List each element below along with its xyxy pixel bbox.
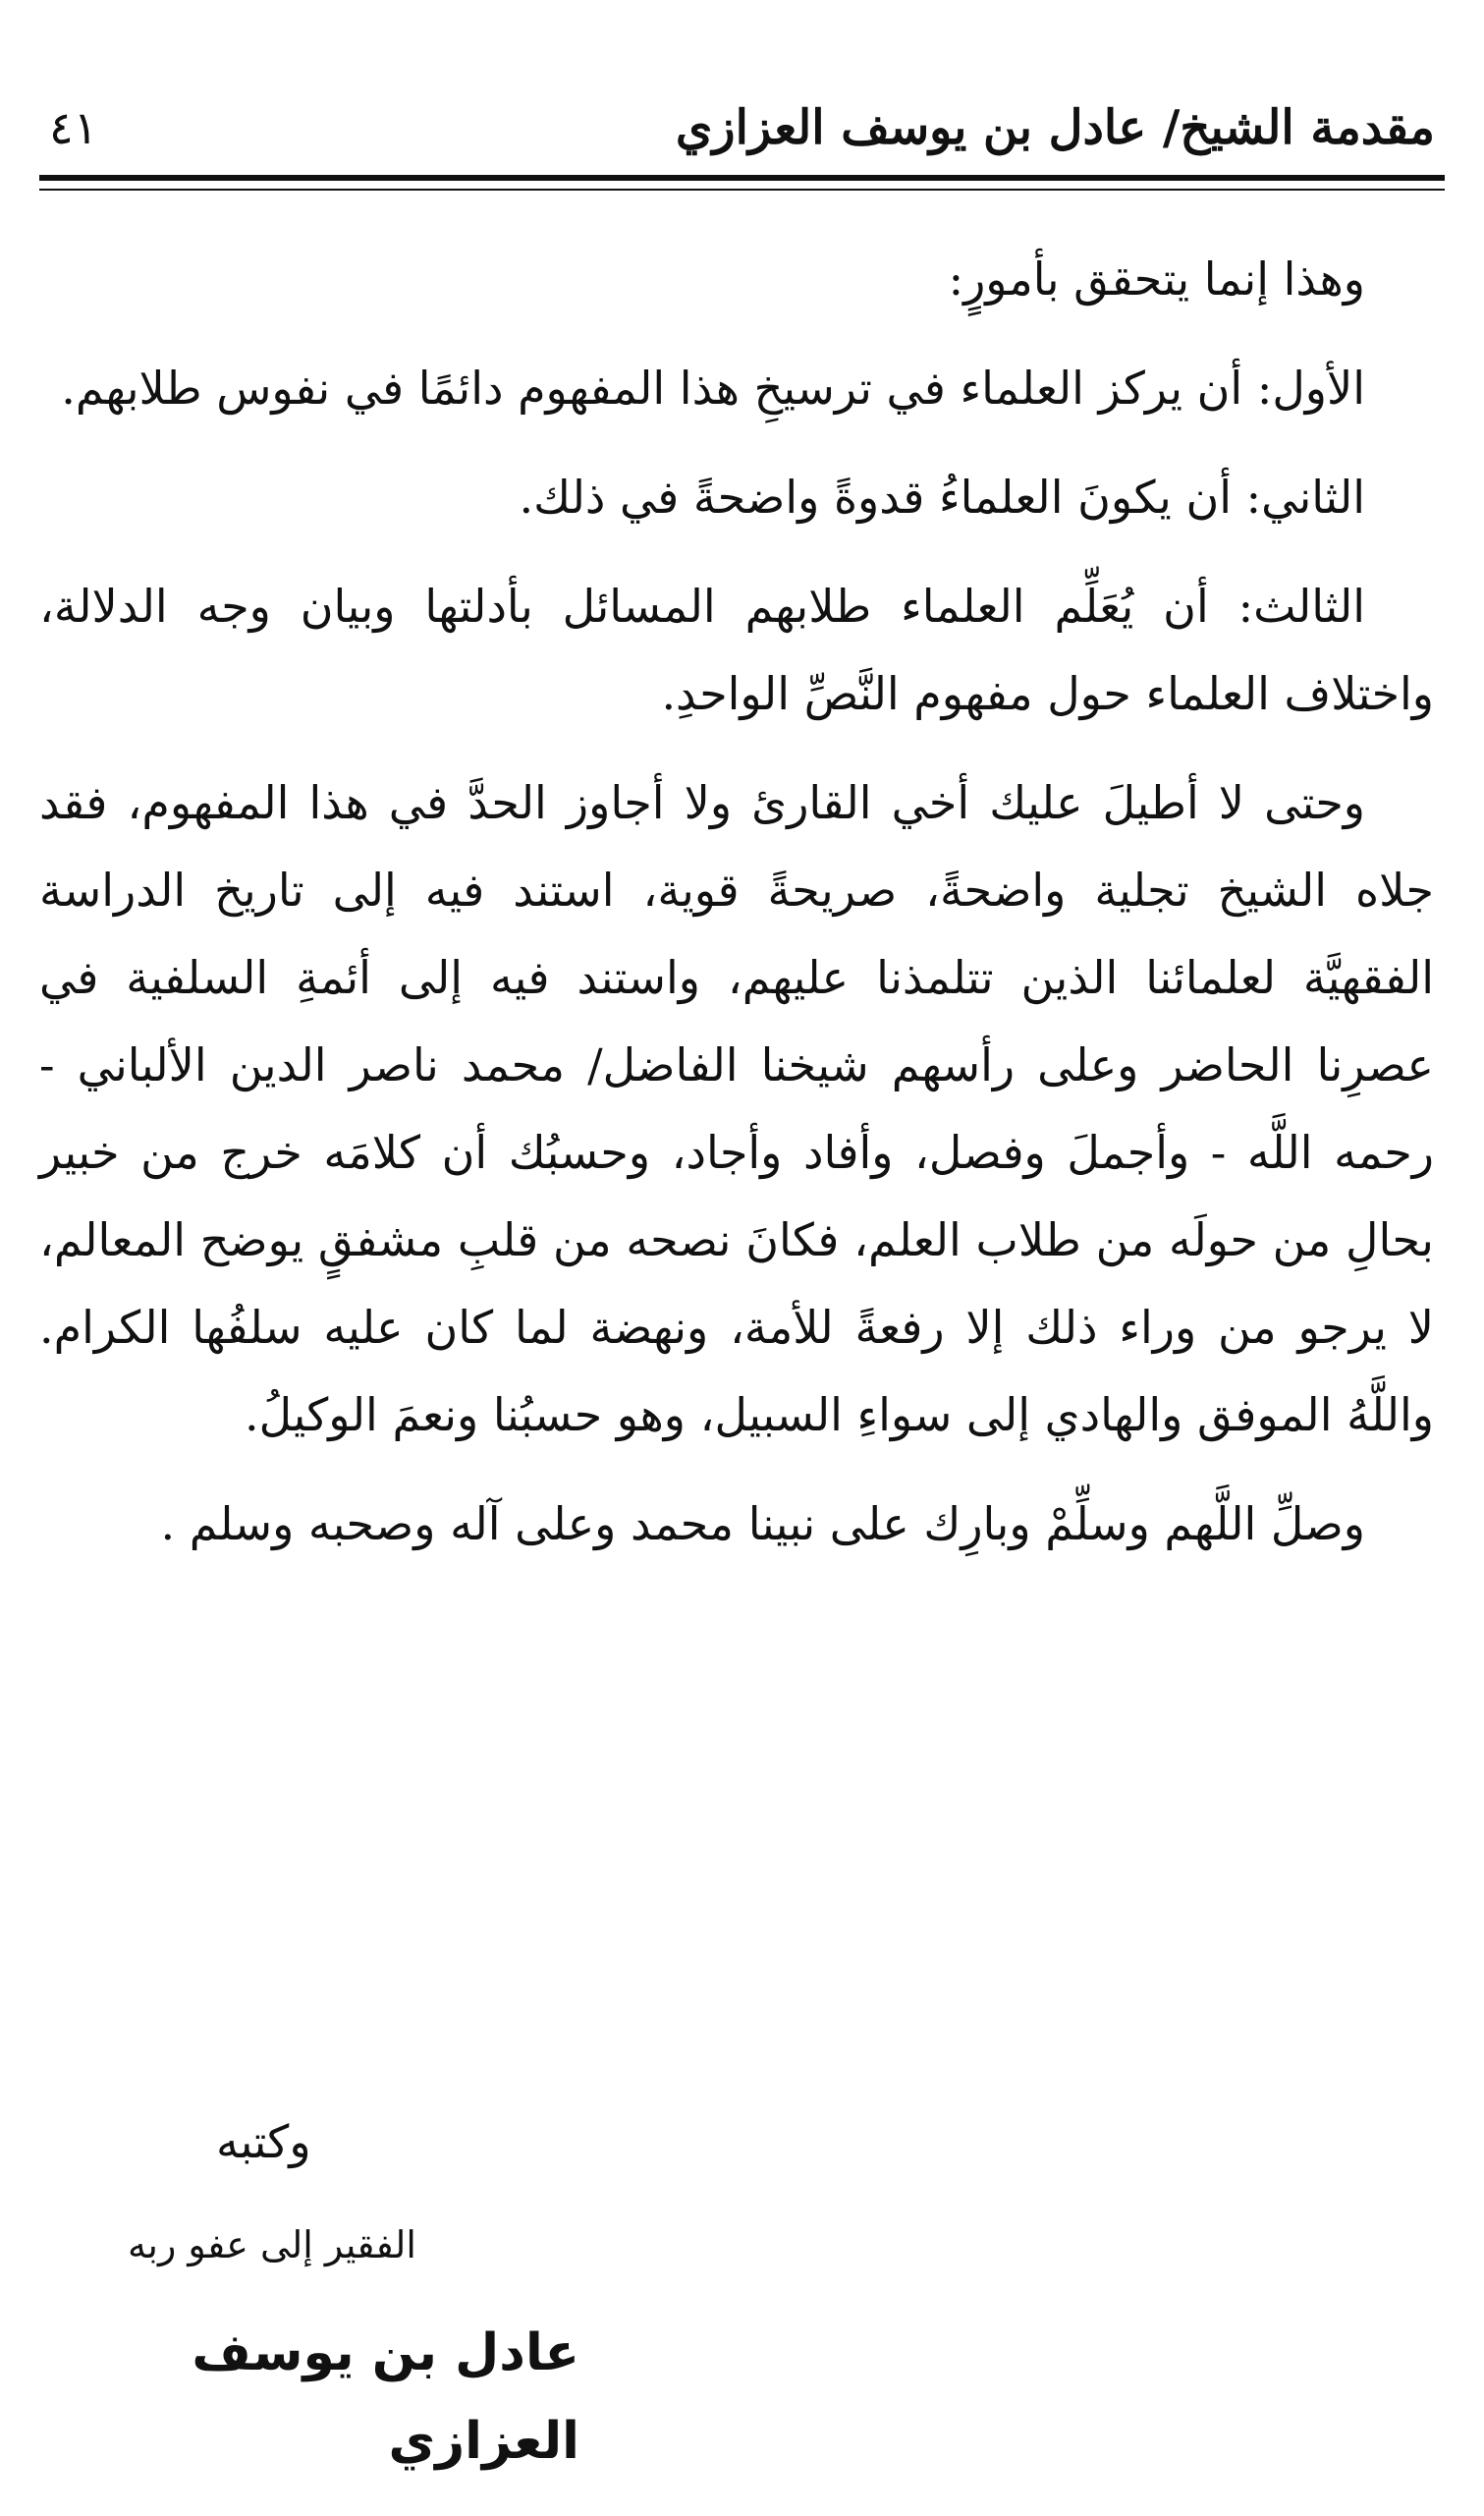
paragraph-main: وحتى لا أطيلَ عليك أخي القارئ ولا أجاوز الحدَّ في هذا المفهوم، فقد جلاه الشيخ تجلية واضحةً، صريحةً قوية، استند فيه إلى تاريخ الدراسة الفقهيَّة لعلمائنا الذين تتلمذنا عليهم، واستند فيه إلى أئمةِ السلفية في عصرِنا الحاضر وعلى رأسهم شيخنا الفاضل/ محمد ناصر الدين الألباني - رحمه اللَّه - وأجملَ وفصل، وأفاد وأجاد، وحسبُك أن كلامَه خرج من خبير بحالِ من حولَه من طلاب العلم، فكانَ نصحه من قلبِ مشفقٍ يوضح المعالم، لا يرجو من وراء ذلك إلا رفعةً للأمة، ونهضة لما كان عليه سلفُها الكرام. واللَّهُ الموفق والهادي إلى سواءِ السبيل، وهو حسبُنا ونعمَ الوكيلُ. xyxy=(39,776,1434,1441)
paragraph-blessing: وصلِّ اللَّهم وسلِّمْ وبارِك على نبينا محمد وعلى آله وصحبه وسلم . xyxy=(160,1497,1365,1550)
signature-humble-line: الفقير إلى عفو ربه xyxy=(128,2223,416,2266)
signature-wrote: وكتبه xyxy=(216,2115,311,2168)
page-number: ٤١ xyxy=(49,101,98,154)
header-rule-thin xyxy=(39,189,1445,191)
signature-author-name: عادل بن يوسف العزازي xyxy=(192,2323,579,2471)
paragraph-intro: وهذا إنما يتحقق بأمورٍ: xyxy=(948,252,1365,306)
paragraph-first: الأول: أن يركز العلماء في ترسيخِ هذا المفهوم دائمًا في نفوس طلابهم. xyxy=(61,362,1365,415)
paragraph-third: الثالث: أن يُعَلِّم العلماء طلابهم المسائل بأدلتها وبيان وجه الدلالة، واختلاف العلماء حول مفهوم النَّصِّ الواحدِ. xyxy=(39,580,1434,720)
header-rule-thick xyxy=(39,175,1445,181)
page-header xyxy=(49,93,1435,162)
running-header-title: مقدمة الشيخ/ عادل بن يوسف العزازي xyxy=(675,100,1435,155)
paragraph-second: الثاني: أن يكونَ العلماءُ قدوةً واضحةً في ذلك. xyxy=(519,471,1365,524)
body-text xyxy=(39,236,1434,1590)
signature-block xyxy=(69,2102,579,2471)
